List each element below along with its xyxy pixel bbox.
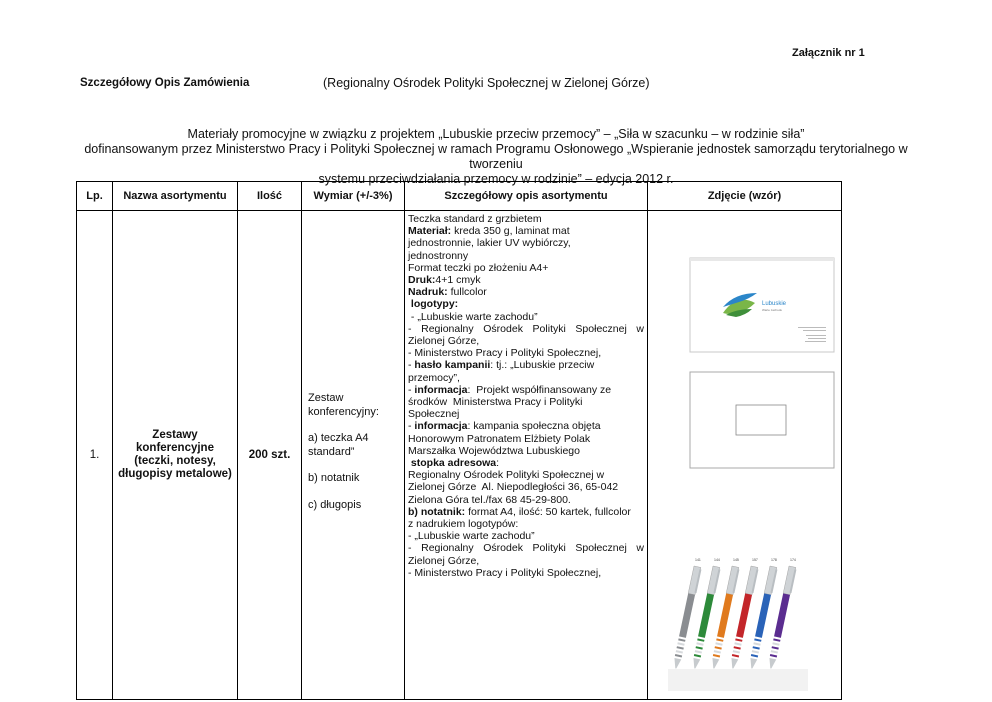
desc-line: środków Ministerstwa Pracy i Polityki bbox=[408, 396, 583, 409]
desc-line: stopka adresowa: bbox=[408, 457, 500, 470]
pen-code-label: 141 bbox=[695, 558, 701, 562]
row-description bbox=[405, 211, 648, 700]
desc-line: jednostronny bbox=[408, 249, 469, 262]
desc-line: Społecznej bbox=[408, 408, 460, 421]
row-qty: 200 szt. bbox=[238, 211, 302, 700]
desc-line: - Ministerstwo Pracy i Polityki Społecznej, bbox=[408, 566, 602, 579]
header-dimension: Wymiar (+/-3%) bbox=[302, 182, 405, 211]
table-row bbox=[77, 211, 842, 700]
pen-code-label: 145 bbox=[733, 558, 739, 562]
row-lp: 1. bbox=[77, 211, 113, 700]
dim-title: Zestaw konferencyjny: bbox=[308, 392, 379, 418]
desc-line: Honorowym Patronatem Elżbiety Polak bbox=[408, 432, 591, 445]
pens-reflection bbox=[668, 669, 808, 691]
specification-table bbox=[76, 181, 842, 700]
desc-line: Zielonej Górze, bbox=[408, 554, 480, 567]
desc-line: Format teczki po złożeniu A4+ bbox=[408, 261, 549, 274]
pen-code-label: 144 bbox=[714, 558, 720, 562]
desc-line: Regionalny Ośrodek Polityki Społecznej w bbox=[408, 469, 605, 482]
desc-line: Zielonej Górze Al. Niepodległości 36, 65-042 bbox=[408, 481, 619, 494]
row-dimension bbox=[302, 211, 405, 700]
attachment-label: Załącznik nr 1 bbox=[792, 47, 865, 59]
desc-line: - informacja: Projekt współfinansowany ze bbox=[408, 383, 612, 396]
desc-line: - hasło kampanii: tj.: „Lubuskie przeciw bbox=[408, 359, 595, 372]
desc-line: Materiał: kreda 350 g, laminat mat bbox=[408, 225, 570, 238]
intro-paragraph bbox=[60, 127, 932, 187]
pen-icon bbox=[672, 566, 701, 669]
intro-line-3: systemu przeciwdziałania przemocy w rodzinie” – edycja 2012 r. bbox=[318, 172, 674, 186]
desc-line: - informacja: kampania społeczna objęta bbox=[408, 420, 601, 433]
dim-c: c) długopis bbox=[308, 498, 362, 511]
table-header-row bbox=[77, 182, 842, 211]
desc-line: jednostronnie, lakier UV wybiórczy, bbox=[408, 237, 571, 250]
intro-line-1: Materiały promocyjne w związku z projektem „Lubuskie przeciw przemocy” – „Siła w szacunku – w rodzinie siła” bbox=[187, 127, 805, 141]
desc-line: Marszałka Województwa Lubuskiego bbox=[408, 444, 580, 457]
desc-line: z nadrukiem logotypów: bbox=[408, 518, 519, 531]
desc-line: przemocy”, bbox=[408, 371, 460, 384]
organization-name: (Regionalny Ośrodek Polityki Społecznej w Zielonej Górze) bbox=[323, 76, 650, 90]
header-description: Szczegółowy opis asortymentu bbox=[405, 182, 648, 211]
pen-code-label: 174 bbox=[790, 558, 796, 562]
order-description-title: Szczegółowy Opis Zamówienia bbox=[80, 77, 250, 89]
folder-back-image bbox=[690, 372, 834, 468]
folder-front-image bbox=[690, 258, 834, 352]
row-photo bbox=[648, 211, 842, 700]
desc-line: - Ministerstwo Pracy i Polityki Społecznej, bbox=[408, 347, 602, 360]
logo-subtext: Warte zachodu bbox=[762, 308, 783, 312]
pens-image bbox=[668, 558, 808, 691]
desc-line: Nadruk: fullcolor bbox=[408, 286, 487, 299]
desc-line: Teczka standard z grzbietem bbox=[408, 213, 542, 225]
logo-text: Lubuskie bbox=[762, 301, 787, 307]
dim-a: a) teczka A4 standard” bbox=[308, 432, 369, 458]
pen-code-label: 178 bbox=[771, 558, 777, 562]
header-photo: Zdjęcie (wzór) bbox=[648, 182, 842, 211]
desc-line: - Regionalny Ośrodek Polityki Społecznej w bbox=[408, 322, 644, 335]
pen-code-label: 157 bbox=[752, 558, 758, 562]
desc-line: b) notatnik: format A4, ilość: 50 kartek, fullcolor bbox=[408, 505, 631, 518]
dim-b: b) notatnik bbox=[308, 472, 360, 484]
row-name: Zestawy konferencyjne (teczki, notesy, długopisy metalowe) bbox=[113, 211, 238, 700]
header-qty: Ilość bbox=[238, 182, 302, 211]
desc-line: Zielonej Górze, bbox=[408, 335, 480, 348]
intro-line-2: dofinansowanym przez Ministerstwo Pracy i Polityki Społecznej w ramach Programu Osłonowego „Wspieranie jednostek samorządu terytorialnego w tworzeniu bbox=[84, 142, 908, 171]
desc-line: - Regionalny Ośrodek Polityki Społecznej w bbox=[408, 542, 644, 555]
desc-line: logotypy: bbox=[408, 298, 459, 311]
desc-line: Zielona Góra tel./fax 68 45-29-800. bbox=[408, 493, 571, 506]
header-lp: Lp. bbox=[77, 182, 113, 211]
desc-line: - „Lubuskie warte zachodu” bbox=[408, 310, 538, 323]
desc-line: Druk:4+1 cmyk bbox=[408, 274, 481, 287]
desc-line: - „Lubuskie warte zachodu” bbox=[408, 530, 535, 543]
header-name: Nazwa asortymentu bbox=[113, 182, 238, 211]
product-photo-image bbox=[648, 211, 842, 699]
